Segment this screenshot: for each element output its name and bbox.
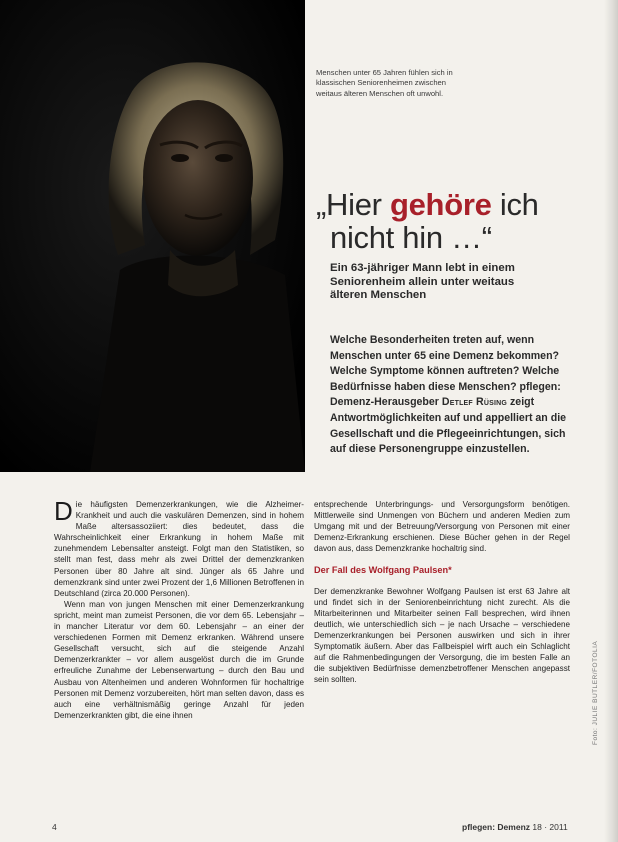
page-footer [462,822,568,832]
portrait-photo [0,0,305,472]
intro-text-after: zeigt Antwortmöglichkeiten auf und appelliert an die Gesellschaft und die Pflegeeinrichtungen, sich auf diese Personengruppe einzustellen. [330,396,567,456]
intro-author: Detlef Rüsing [441,396,508,409]
headline-pre: „Hier [316,187,390,222]
body-column-right [314,499,570,685]
portrait-illustration [0,0,305,472]
article-intro [330,333,575,458]
article-subhead: Ein 63-jähriger Mann lebt in einem Seniorenheim allein unter weitaus älteren Menschen [330,262,515,301]
headline-line2: nicht hin …“ [330,220,492,255]
photo-credit: Foto: JULIE BUTLER/FOTOLIA [592,640,599,745]
photo-caption: Menschen unter 65 Jahren fühlen sich in klassischen Seniorenheimen zwischen weitaus älteren Menschen oft unwohl. [316,68,453,98]
body-column-left [54,496,304,721]
footer-magazine: pflegen: Demenz [462,822,531,832]
intro-text-before: Welche Besonderheiten treten auf, wenn Menschen unter 65 eine Demenz bekommen? Welche Symptome können auftreten? Welche Bedürfnisse haben diese Menschen? pflegen: Demenz-Herausgeber [330,334,561,409]
article-headline [316,188,606,254]
drop-cap: D [54,496,73,526]
body-paragraph-4: Der demenzkranke Bewohner Wolfgang Paulsen ist erst 63 Jahre alt und findet sich in der Seniorenbeinrichtung nicht zurecht. Als die Mitarbeiterinnen und Mitarbeiter seinen Fall besprechen, wird ihnen deutlich, wie unterschiedlich sich – je nach Ursache – verschiedene Demenzerkrankungen bei Personen auswirken und sich in ihrer Symptomatik äußern. Aber das Fallbeispiel wirft auch ein Schlaglicht auf die Rahmenbedingungen der Versorgung, die im besten Falle an die subjektiven Bedürfnisse demenzbetroffener Menschen angepasst sein sollten. [314,586,570,685]
body-paragraph-1 [54,496,304,599]
headline-post: ich [491,187,539,222]
headline-accent: gehöre [389,187,492,222]
body-paragraph-2: Wenn man von jungen Menschen mit einer Demenzerkrankung spricht, meint man zumeist Personen, die vor dem 65. Lebensjahr – in mancher Literatur vor dem 60. Lebensjahr – an einer der verschiedenen Formen mit Demenz erkranken. Während unsere Gesellschaft versucht, sich auf die steigende Anzahl Demenzerkrankter – vor allem ausgelöst durch die im Grunde erfreuliche Zunahme der Lebenserwartung – durch den Bau und Ausbau von Altenheimen und anderen Wohnformen für hochaltrige Personen mit Demenz vorzubereiten, hört man selten davon, dass es auch eine verhältnismäßig geringe Anzahl für jeden Demenzerkrankten gibt, die eine ihnen [54,599,304,720]
footer-issue: 18 · 2011 [532,822,568,832]
page-fold-shadow [604,0,618,842]
body-paragraph-1-text: ie häufigsten Demenzerkrankungen, wie die Alzheimer-Krankheit und auch die vaskulären Demenzen, sind in hohem Maße altersassoziiert: dies bedeutet, dass die Wahrscheinlichkeit einer Erkrankung in hohem Maße mit zunehmendem Lebensalter ansteigt. Folgt man den Statistiken, so stellt man fest, dass mehr als zwei Drittel der demenzkranken Personen über 80 Jahre alt sind. Jünger als 65 Jahre und demenzkrank sind unter zwei Prozent der 1,6 Millionen Betroffenen in Deutschland (zirca 20.000 Personen). [54,500,304,598]
page-number: 4 [52,822,57,832]
section-heading: Der Fall des Wolfgang Paulsen* [314,565,452,576]
body-paragraph-3: entsprechende Unterbringungs- und Versorgungsform benötigen. Mittlerweile sind Unmengen von Büchern und anderen Medien zum Umgang mit und der Betreuung/Versorgung von Personen mit einer Demenz-Erkrankung erschienen. Diese Bücher gehen in der Regel davon aus, dass Demenzkranke hochaltrig sind. [314,500,570,554]
